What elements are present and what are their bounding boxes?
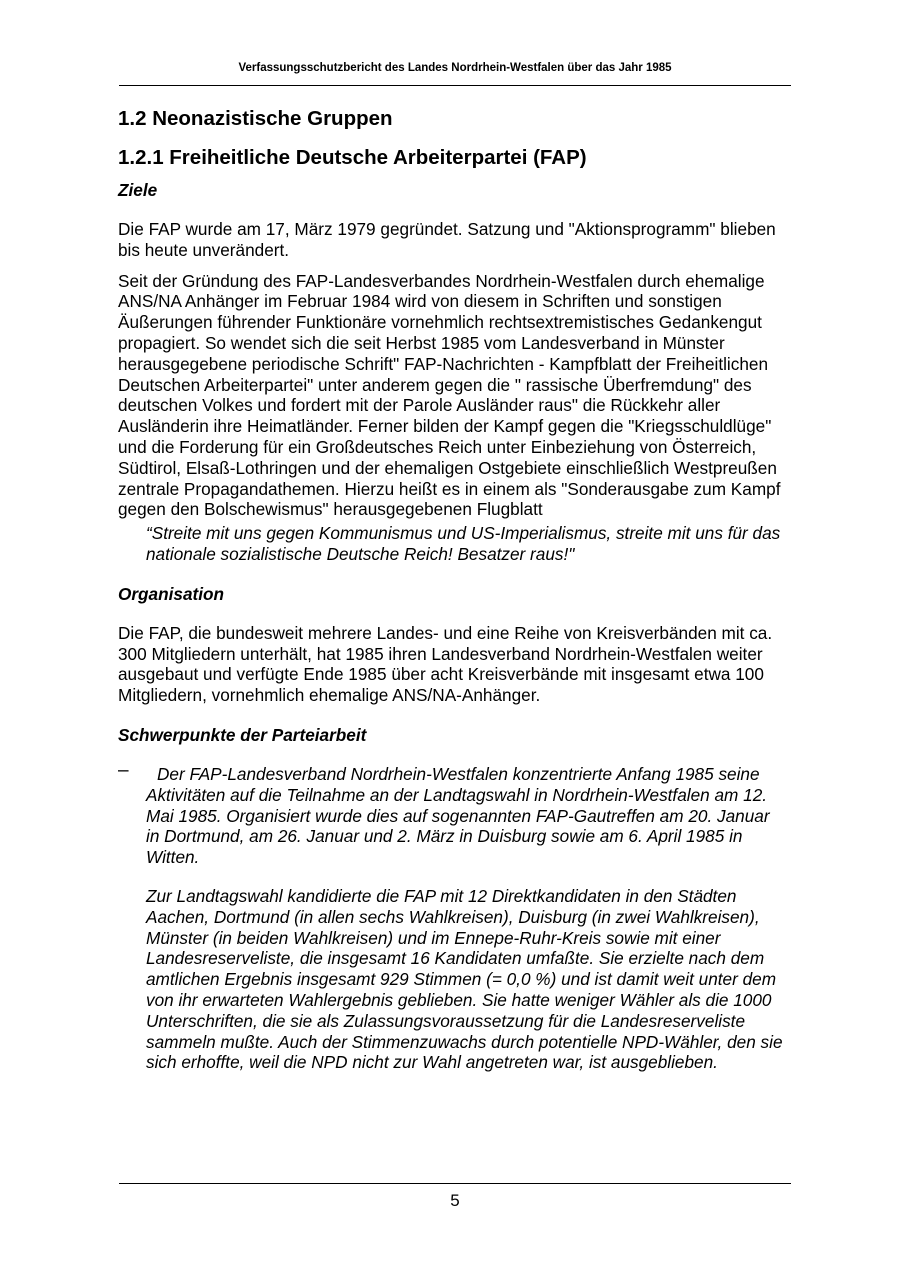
subsection-title: 1.2.1 Freiheitliche Deutsche Arbeiterpartei (FAP) bbox=[118, 146, 587, 169]
schwerpunkte-heading: Schwerpunkte der Parteiarbeit bbox=[118, 724, 367, 745]
page-number: 5 bbox=[450, 1191, 460, 1210]
section-title: 1.2 Neonazistische Gruppen bbox=[118, 107, 393, 130]
organisation-heading: Organisation bbox=[118, 583, 225, 604]
ziele-paragraph-1: Die FAP wurde am 17, März 1979 gegründet. Satzung und "Aktionsprogramm" blieben bis heute unverändert. bbox=[118, 219, 776, 260]
footer-divider bbox=[119, 1183, 791, 1184]
bullet-text bbox=[146, 764, 790, 1073]
header-divider bbox=[119, 85, 791, 86]
list-item bbox=[118, 759, 790, 1073]
ziele-heading: Ziele bbox=[118, 180, 158, 200]
ziele-paragraph-2: Seit der Gründung des FAP-Landesverbandes Nordrhein-Westfalen durch ehemalige ANS/NA Anhänger im Februar 1984 wird von diesem in Schriften und sonstigen Äußerungen führender Funktionäre vornehmlich rechtsextremistisches Gedankengut propagiert. So wendet sich die seit Herbst 1985 vom Landesverband in Münster herausgegebene periodische Schrift" FAP-Nachrichten - Kampfblatt der Freiheitlichen Deutschen Arbeiterpartei" unter anderem gegen die " rassische Überfremdung" des deutschen Volkes und fordert mit der Parole Ausländer raus" die Rückkehr aller Ausländerin ihre Heimatländer. Ferner bilden der Kampf gegen die "Kriegsschuldlüge" und die Forderung für ein Großdeutsches Reich unter Einbeziehung von Österreich, Südtirol, Elsaß-Lothringen und der ehemaligen Ostgebiete einschließlich Westpreußen zentrale Propagandathemen. Hierzu heißt es in einem als "Sonderausgabe zum Kampf gegen den Bolschewismus" herausgegebenen Flugblatt bbox=[118, 270, 781, 520]
flugblatt-quote: “Streite mit uns gegen Kommunismus und US-Imperialismus, streite mit uns für das nationale sozialistische Deutsche Reich! Besatzer raus!" bbox=[146, 523, 781, 564]
bullet-dash: – bbox=[118, 759, 129, 781]
organisation-paragraph: Die FAP, die bundesweit mehrere Landes- und eine Reihe von Kreisverbänden mit ca. 300 Mitgliedern unterhält, hat 1985 ihren Landesverband Nordrhein-Westfalen weiter ausgebaut und verfügte Ende 1985 über acht Kreisverbände mit insgesamt etwa 100 Mitgliedern, vornehmlich ehemalige ANS/NA-Anhänger. bbox=[118, 622, 773, 706]
schwerpunkte-paragraph-1: Der FAP-Landesverband Nordrhein-Westfalen konzentrierte Anfang 1985 seine Aktivitäten auf die Teilnahme an der Landtagswahl in Nordrhein-Westfalen am 12. Mai 1985. Organisiert wurde dies auf sogenannten FAP-Gautreffen am 20. Januar in Dortmund, am 26. Januar und 2. März in Duisburg sowie am 6. April 1985 in Witten. bbox=[146, 763, 770, 868]
page-content bbox=[118, 105, 790, 1073]
schwerpunkte-paragraph-2: Zur Landtagswahl kandidierte die FAP mit 12 Direktkandidaten in den Städten Aachen, Dortmund (in allen sechs Wahlkreisen), Duisburg (in zwei Wahlkreisen), Münster (in beiden Wahlkreisen) und im Ennepe-Ruhr-Kreis sowie mit einer Landesreserveliste, die insgesamt 16 Kandidaten umfaßte. Sie erzielte nach dem amtlichen Ergebnis insgesamt 929 Stimmen (= 0,0 %) und ist damit weit unter dem von ihr erwarteten Wahlergebnis geblieben. Sie hatte weniger Wähler als die 1000 Unterschriften, die sie als Zulassungsvoraussetzung für die Landesreserveliste sammeln mußte. Auch der Stimmenzuwachs durch potentielle NPD-Wähler, den sie sich erhoffte, weil die NPD nicht zur Wahl angetreten war, ist ausgeblieben. bbox=[146, 885, 783, 1073]
running-header: Verfassungsschutzbericht des Landes Nordrhein-Westfalen über das Jahr 1985 bbox=[238, 62, 672, 74]
